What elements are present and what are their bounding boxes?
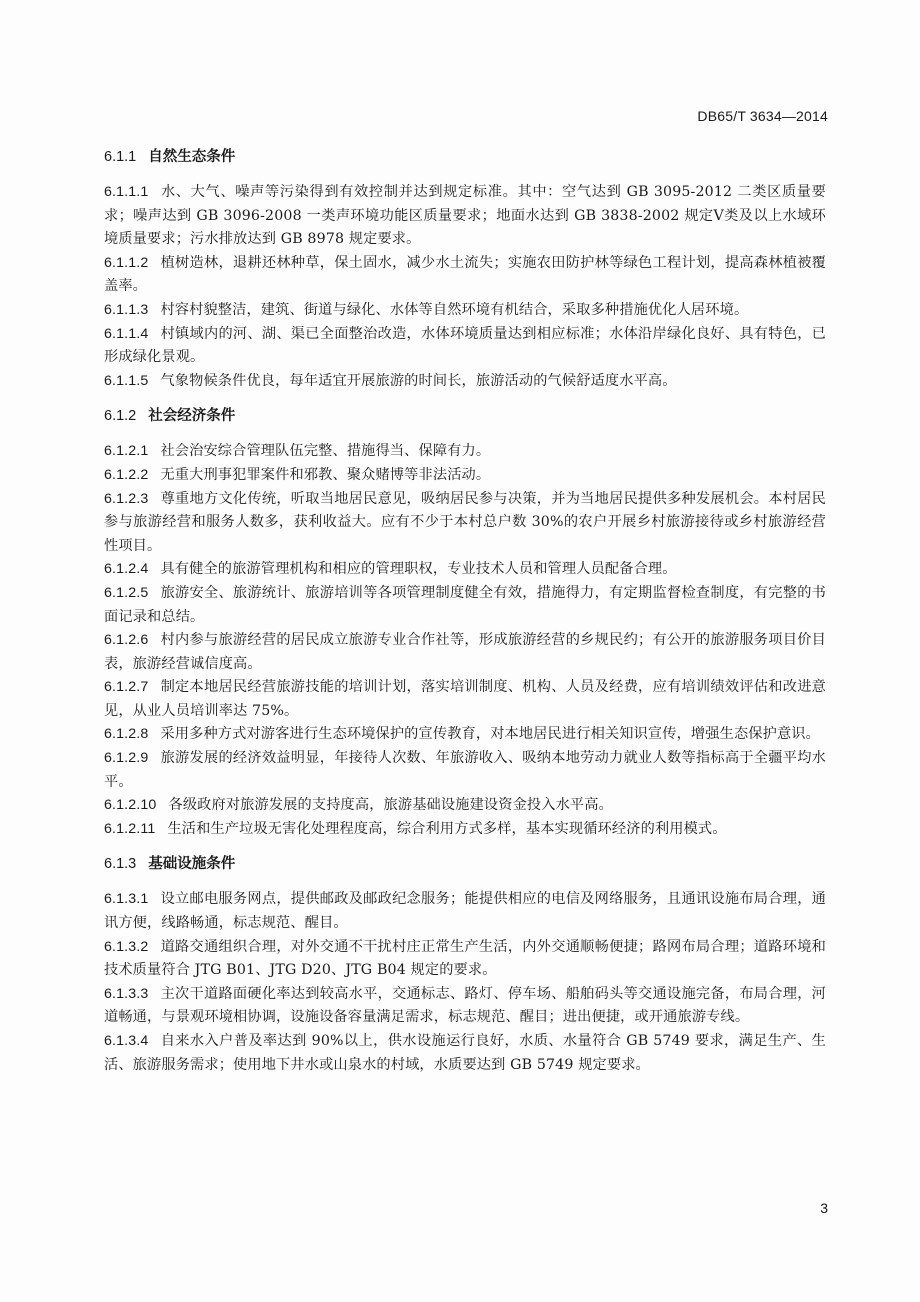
clause-paragraph (104, 676, 826, 723)
clause-number: 6.1.3.2 (104, 938, 149, 955)
clause-list (104, 888, 826, 1077)
clause-list (104, 440, 826, 841)
clause-paragraph (104, 181, 826, 252)
clause-list (104, 181, 826, 393)
clause-number: 6.1.2.11 (104, 820, 156, 837)
clause-paragraph (104, 252, 826, 299)
clause-text: 尊重地方文化传统，听取当地居民意见，吸纳居民参与决策，并为当地居民提供多种发展机会。本村居民参与旅游经营和服务人数多，获利收益大。应有不少于本村总户数 30%的农户开展乡村旅游接待或乡村旅游经营性项目。 (104, 490, 826, 554)
clause-text: 主次干道路面硬化率达到较高水平，交通标志、路灯、停车场、船舶码头等交通设施完备，布局合理，河道畅通，与景观环境相协调，设施设备容量满足需求，标志规范、醒目；进出便捷，或开通旅游专线。 (104, 985, 826, 1026)
clause-number: 6.1.3.3 (104, 985, 149, 1002)
document-body (104, 146, 826, 1077)
clause-number: 6.1.1.5 (104, 372, 149, 389)
section-social-economy (104, 405, 826, 841)
clause-number: 6.1.2.9 (104, 750, 149, 767)
clause-number: 6.1.2.1 (104, 443, 149, 460)
clause-paragraph (104, 747, 826, 794)
clause-paragraph (104, 818, 826, 842)
section-title: 基础设施条件 (148, 856, 236, 873)
clause-text: 设立邮电服务网点，提供邮政及邮政纪念服务；能提供相应的电信及网络服务，且通讯设施布局合理，通讯方便，线路畅通，标志规范、醒目。 (104, 891, 826, 932)
section-heading (104, 405, 826, 427)
clause-text: 植树造林，退耕还林种草，保土固水，减少水土流失；实施农田防护林等绿色工程计划，提高森林植被覆盖率。 (104, 254, 826, 295)
clause-paragraph (104, 723, 826, 747)
section-natural-ecology (104, 146, 826, 393)
clause-paragraph (104, 370, 826, 394)
clause-text: 旅游安全、旅游统计、旅游培训等各项管理制度健全有效，措施得力，有定期监督检查制度，有完整的书面记录和总结。 (104, 584, 826, 625)
clause-text: 无重大刑事犯罪案件和邪教、聚众赌博等非法活动。 (160, 466, 491, 483)
clause-paragraph (104, 629, 826, 676)
section-number: 6.1.3 (104, 856, 137, 873)
clause-number: 6.1.2.7 (104, 679, 149, 696)
clause-text: 村容村貌整洁，建筑、街道与绿化、水体等自然环境有机结合，采取多种措施优化人居环境。 (160, 301, 749, 318)
clause-text: 道路交通组织合理，对外交通不干扰村庄正常生产生活，内外交通顺畅便捷；路网布局合理；道路环境和技术质量符合 JTG B01、JTG D20、JTG B04 规定的要求。 (104, 938, 826, 979)
clause-number: 6.1.2.6 (104, 632, 149, 649)
clause-paragraph (104, 582, 826, 629)
clause-number: 6.1.1.2 (104, 254, 149, 271)
clause-paragraph (104, 488, 826, 559)
clause-text: 制定本地居民经营旅游技能的培训计划，落实培训制度、机构、人员及经费，应有培训绩效评估和改进意见，从业人员培训率达 75%。 (104, 679, 826, 719)
clause-text: 村内参与旅游经营的居民成立旅游专业合作社等，形成旅游经营的乡规民约；有公开的旅游服务项目价目表，旅游经营诚信度高。 (104, 632, 826, 672)
page-number: 3 (820, 1200, 828, 1216)
clause-paragraph (104, 936, 826, 983)
clause-paragraph (104, 1030, 826, 1077)
clause-number: 6.1.1.4 (104, 325, 149, 342)
clause-text: 采用多种方式对游客进行生态环境保护的宣传教育，对本地居民进行相关知识宣传，增强生态保护意识。 (160, 726, 820, 743)
clause-paragraph (104, 299, 826, 323)
clause-text: 旅游发展的经济效益明显，年接待人次数、年旅游收入、吸纳本地劳动力就业人数等指标高于全疆平均水平。 (104, 750, 826, 790)
section-number: 6.1.1 (104, 149, 137, 165)
clause-text: 自来水入户普及率达到 90%以上，供水设施运行良好，水质、水量符合 GB 5749 要求，满足生产、生活、旅游服务需求；使用地下井水或山泉水的村域，水质要达到 GB 5749 规定要求。 (104, 1033, 826, 1073)
clause-number: 6.1.2.4 (104, 561, 149, 578)
clause-number: 6.1.1.1 (104, 184, 149, 200)
clause-text: 具有健全的旅游管理机构和相应的管理职权，专业技术人员和管理人员配备合理。 (160, 561, 677, 578)
clause-paragraph (104, 464, 826, 488)
section-title: 社会经济条件 (148, 408, 236, 425)
clause-number: 6.1.3.1 (104, 891, 149, 908)
clause-paragraph (104, 558, 826, 582)
clause-text: 气象物候条件优良，每年适宜开展旅游的时间长，旅游活动的气候舒适度水平高。 (160, 372, 677, 389)
clause-paragraph (104, 440, 826, 464)
clause-number: 6.1.1.3 (104, 301, 149, 318)
section-infrastructure (104, 853, 826, 1077)
clause-number: 6.1.2.2 (104, 466, 149, 483)
clause-number: 6.1.2.10 (104, 797, 157, 814)
clause-paragraph (104, 794, 826, 818)
clause-text: 村镇域内的河、湖、渠已全面整治改造，水体环境质量达到相应标准；水体沿岸绿化良好、具有特色，已形成绿化景观。 (104, 325, 826, 366)
clause-text: 生活和生产垃圾无害化处理程度高，综合利用方式多样，基本实现循环经济的利用模式。 (167, 820, 727, 837)
section-heading (104, 146, 826, 168)
clause-paragraph (104, 888, 826, 935)
clause-text: 水、大气、噪声等污染得到有效控制并达到规定标准。其中：空气达到 GB 3095-2012 二类区质量要求；噪声达到 GB 3096-2008 一类声环境功能区质量要求；地面水达到 GB 3838-2002 规定Ⅴ类及以上水域环境质量要求；污水排放达到 GB 8978 规定要求。 (104, 184, 826, 248)
clause-number: 6.1.2.8 (104, 726, 149, 743)
clause-text: 各级政府对旅游发展的支持度高，旅游基础设施建设资金投入水平高。 (168, 797, 613, 814)
clause-number: 6.1.3.4 (104, 1033, 149, 1049)
clause-paragraph (104, 323, 826, 370)
section-heading (104, 853, 826, 875)
clause-number: 6.1.2.3 (104, 490, 149, 507)
clause-paragraph (104, 983, 826, 1030)
section-title: 自然生态条件 (148, 149, 236, 165)
document-code: DB65/T 3634—2014 (697, 108, 828, 124)
section-number: 6.1.2 (104, 408, 137, 425)
clause-text: 社会治安综合管理队伍完整、措施得当、保障有力。 (160, 443, 491, 460)
clause-number: 6.1.2.5 (104, 584, 149, 601)
